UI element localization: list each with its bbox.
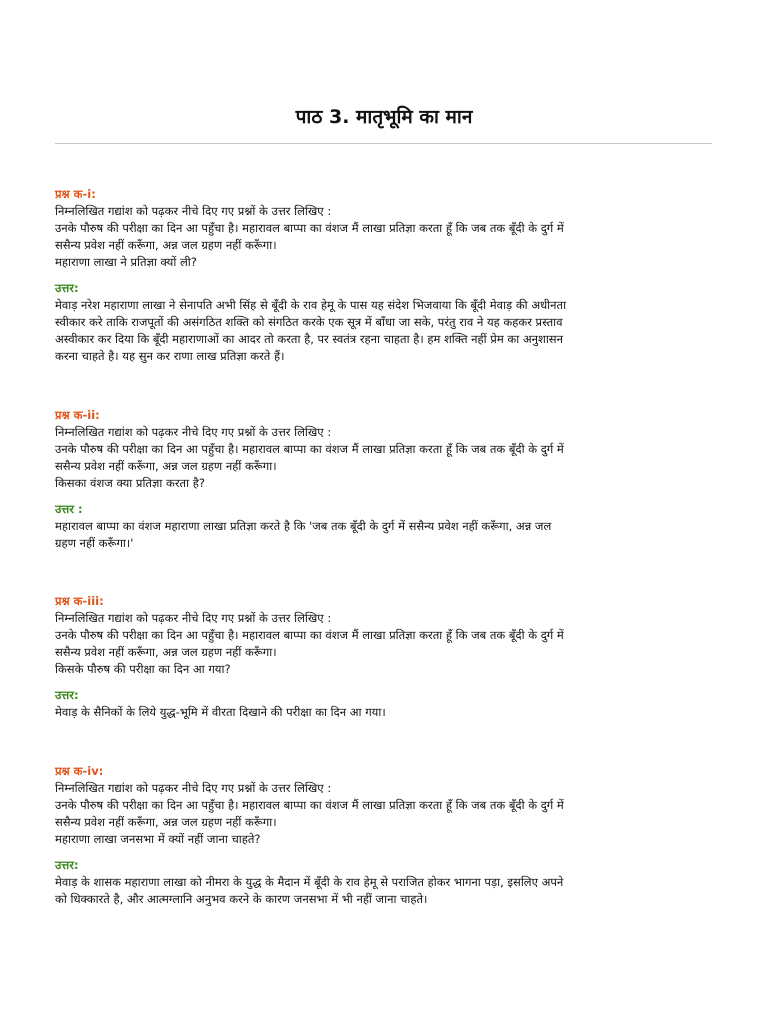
question-block-1	[55, 186, 715, 365]
question-line: उनके पौरुष की परीक्षा का दिन आ पहुँचा है। महारावल बाप्पा का वंशज मैं लाखा प्रतिज्ञा करता हूँ कि जब तक बूँदी के दुर्ग में	[55, 221, 564, 235]
question-line: उनके पौरुष की परीक्षा का दिन आ पहुँचा है। महारावल बाप्पा का वंशज मैं लाखा प्रतिज्ञा करता हूँ कि जब तक बूँदी के दुर्ग में	[55, 442, 564, 456]
answer-block	[55, 501, 715, 552]
answer-label: उत्तर:	[55, 858, 79, 872]
question-text: किसके पौरुष की परीक्षा का दिन आ गया?	[55, 662, 231, 676]
page-title: पाठ 3. मातृभूमि का मान	[295, 106, 473, 128]
answer-line: मेवाड़ के सैनिकों के लिये युद्ध-भूमि में वीरता दिखाने की परीक्षा का दिन आ गया।	[55, 705, 386, 719]
answer-line: महारावल बाप्पा का वंशज महाराणा लाखा प्रतिज्ञा करते है कि 'जब तक बूँदी के दुर्ग में ससैन्य प्रवेश नहीं करूँगा, अन्न जल	[55, 519, 552, 533]
question-label: प्रश्न क-iv:	[55, 764, 104, 778]
answer-line: ग्रहण नहीं करूँगा।'	[55, 536, 134, 550]
question-block-2	[55, 407, 715, 552]
question-line: निम्नलिखित गद्यांश को पढ़कर नीचे दिए गए प्रश्नों के उत्तर लिखिए :	[55, 781, 332, 795]
answer-block	[55, 280, 715, 365]
answer-line: मेवाड़ नरेश महाराणा लाखा ने सेनापति अभी सिंह से बूँदी के राव हेमू के पास यह संदेश भिजवाया कि बूँदी मेवाड़ की अधीनता	[55, 298, 567, 312]
question-line: ससैन्य प्रवेश नहीं करूँगा, अन्न जल ग्रहण नहीं करूँगा।	[55, 459, 277, 473]
question-text: किसका वंशज क्या प्रतिज्ञा करता है?	[55, 476, 205, 490]
question-block-3	[55, 593, 715, 721]
question-label: प्रश्न क-i:	[55, 187, 96, 201]
answer-line: को धिक्कारते है, और आत्मग्लानि अनुभव करने के कारण जनसभा में भी नहीं जाना चाहते।	[55, 892, 428, 906]
question-text: महाराणा लाखा ने प्रतिज्ञा क्यों ली?	[55, 255, 197, 269]
question-label: प्रश्न क-iii:	[55, 594, 104, 608]
question-block-4	[55, 763, 715, 908]
answer-block	[55, 687, 715, 721]
answer-block	[55, 857, 715, 908]
answer-label: उत्तर:	[55, 281, 79, 295]
question-line: उनके पौरुष की परीक्षा का दिन आ पहुँचा है। महारावल बाप्पा का वंशज मैं लाखा प्रतिज्ञा करता हूँ कि जब तक बूँदी के दुर्ग में	[55, 798, 564, 812]
answer-line: स्वीकार करे ताकि राजपूतों की असंगठित शक्ति को संगठित करके एक सूत्र में बाँधा जा सके, परंतु राव ने यह कहकर प्रस्ताव	[55, 315, 563, 329]
answer-label: उत्तर :	[55, 502, 83, 516]
answer-label: उत्तर:	[55, 688, 79, 702]
question-text: महाराणा लाखा जनसभा में क्यों नहीं जाना चाहते?	[55, 832, 261, 846]
question-line: ससैन्य प्रवेश नहीं करूँगा, अन्न जल ग्रहण नहीं करूँगा।	[55, 815, 277, 829]
question-line: ससैन्य प्रवेश नहीं करूँगा, अन्न जल ग्रहण नहीं करूँगा।	[55, 238, 277, 252]
question-label: प्रश्न क-ii:	[55, 408, 100, 422]
question-line: निम्नलिखित गद्यांश को पढ़कर नीचे दिए गए प्रश्नों के उत्तर लिखिए :	[55, 425, 332, 439]
question-line: ससैन्य प्रवेश नहीं करूँगा, अन्न जल ग्रहण नहीं करूँगा।	[55, 645, 277, 659]
answer-line: अस्वीकार कर दिया कि बूँदी महाराणाओं का आदर तो करता है, पर स्वतंत्र रहना चाहता है। हम शक्ति नहीं प्रेम का अनुशासन	[55, 332, 563, 346]
question-line: निम्नलिखित गद्यांश को पढ़कर नीचे दिए गए प्रश्नों के उत्तर लिखिए :	[55, 611, 332, 625]
answer-line: करना चाहते है। यह सुन कर राणा लाख प्रतिज्ञा करते हैं।	[55, 349, 285, 363]
title-divider	[55, 143, 712, 144]
answer-line: मेवाड़ के शासक महाराणा लाखा को नीमरा के युद्ध के मैदान में बूँदी के राव हेमू से पराजित होकर भागना पड़ा, इसलिए अपने	[55, 875, 564, 889]
question-line: निम्नलिखित गद्यांश को पढ़कर नीचे दिए गए प्रश्नों के उत्तर लिखिए :	[55, 204, 332, 218]
question-line: उनके पौरुष की परीक्षा का दिन आ पहुँचा है। महारावल बाप्पा का वंशज मैं लाखा प्रतिज्ञा करता हूँ कि जब तक बूँदी के दुर्ग में	[55, 628, 564, 642]
